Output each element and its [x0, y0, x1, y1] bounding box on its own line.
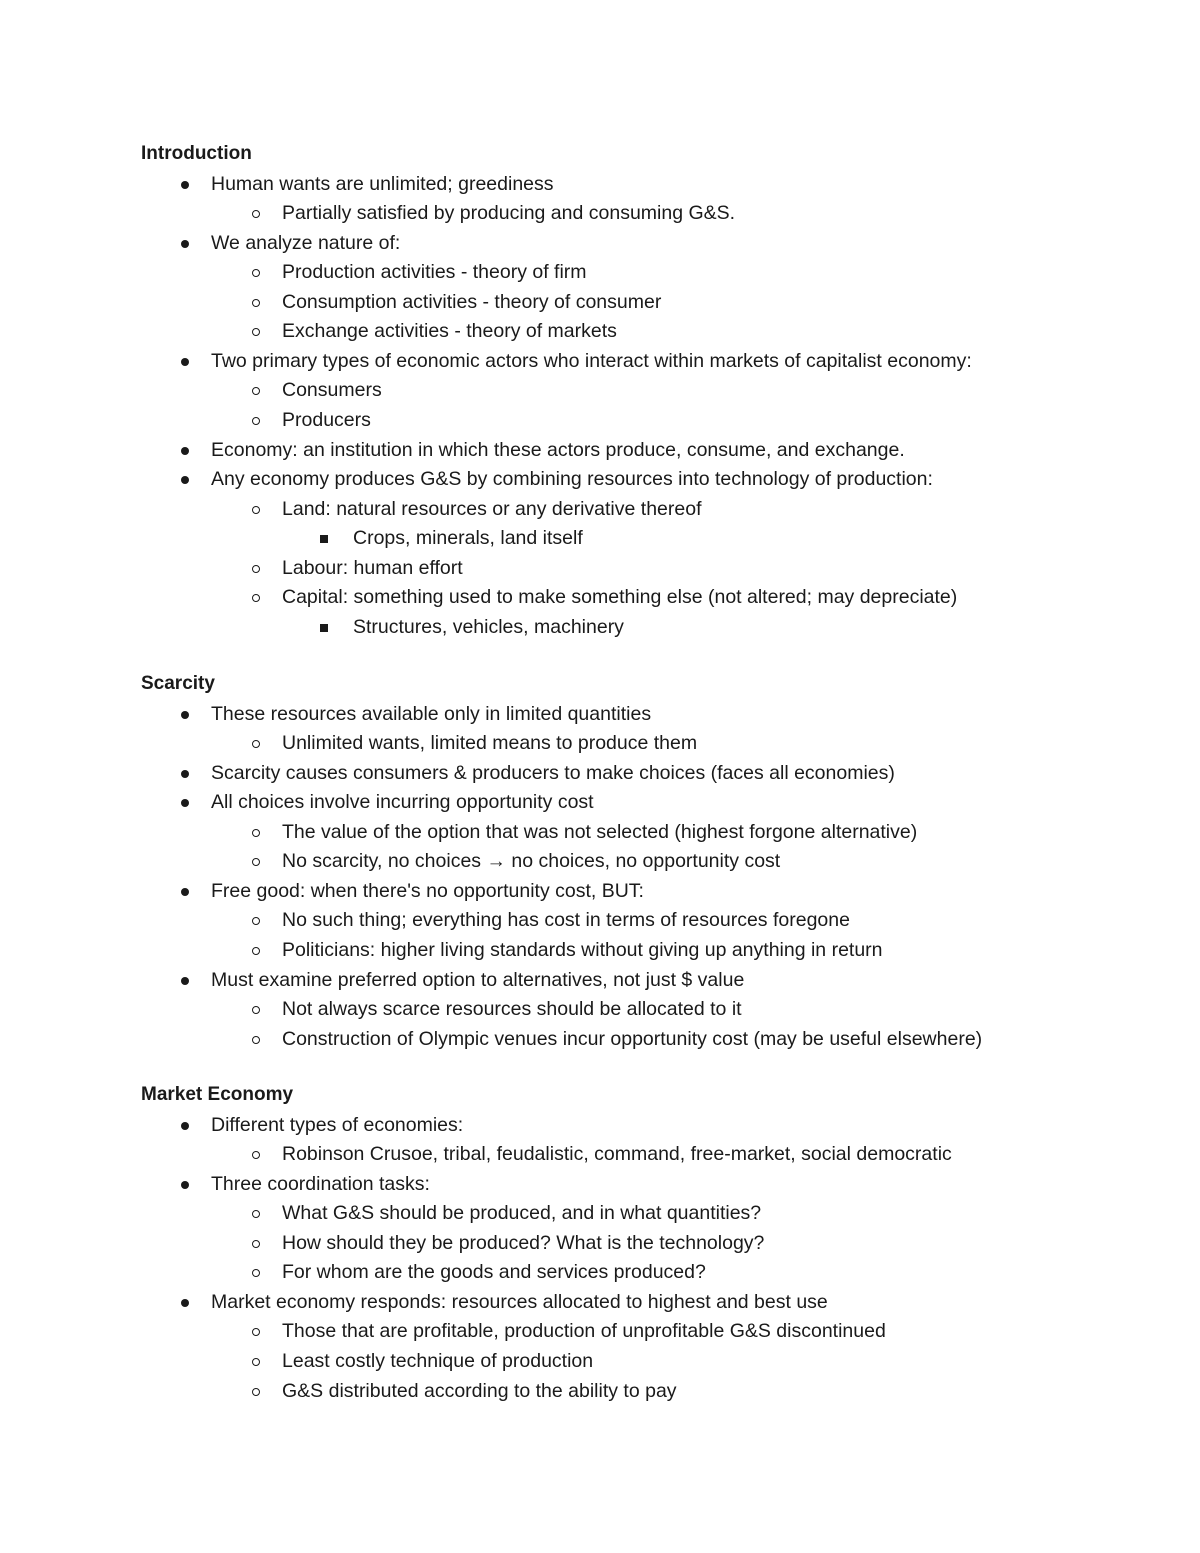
bullet-dot-icon [179, 967, 193, 993]
bullet-circle-icon [251, 1200, 265, 1226]
bullet-circle-icon [251, 1318, 265, 1344]
section-heading: Market Economy [141, 1084, 294, 1105]
list-item-text: Production activities - theory of firm [282, 261, 587, 284]
list-item [282, 1200, 761, 1226]
list-item [282, 730, 697, 756]
list-item-text: Market economy responds: resources allocated to highest and best use [211, 1290, 828, 1313]
list-item-text: No scarcity, no choices → no choices, no opportunity cost [282, 850, 781, 873]
list-item-text: Exchange activities - theory of markets [282, 320, 617, 343]
list-item-text: Producers [282, 408, 371, 431]
list-item [282, 1230, 764, 1256]
list-item [282, 584, 957, 610]
list-item-text: Any economy produces G&S by combining resources into technology of production: [211, 468, 933, 491]
bullet-circle-icon [251, 377, 265, 403]
list-item-text: Robinson Crusoe, tribal, feudalistic, command, free-market, social democratic [282, 1143, 952, 1166]
list-item [211, 1289, 828, 1315]
bullet-square-icon [319, 525, 333, 551]
list-item-text: No such thing; everything has cost in terms of resources foregone [282, 909, 850, 932]
bullet-dot-icon [179, 171, 193, 197]
bullet-circle-icon [251, 848, 265, 874]
list-item [211, 1171, 430, 1197]
list-item [353, 525, 583, 551]
bullet-dot-icon [179, 760, 193, 786]
bullet-circle-icon [251, 200, 265, 226]
bullet-circle-icon [251, 584, 265, 610]
list-item [211, 789, 594, 815]
list-item [211, 701, 651, 727]
list-item [282, 259, 587, 285]
bullet-dot-icon [179, 878, 193, 904]
bullet-dot-icon [179, 466, 193, 492]
list-item-text: We analyze nature of: [211, 231, 401, 254]
bullet-dot-icon [179, 1171, 193, 1197]
list-item-text: Capital: something used to make something else (not altered; may depreciate) [282, 586, 958, 609]
list-item [282, 1141, 952, 1167]
bullet-circle-icon [251, 937, 265, 963]
bullet-circle-icon [251, 819, 265, 845]
list-item [282, 937, 883, 963]
bullet-dot-icon [179, 789, 193, 815]
list-item-text: Consumption activities - theory of consumer [282, 290, 662, 313]
bullet-dot-icon [179, 1112, 193, 1138]
list-item-text: Free good: when there's no opportunity cost, BUT: [211, 879, 644, 902]
list-item [282, 318, 617, 344]
list-item [282, 907, 850, 933]
section-heading: Scarcity [141, 673, 215, 694]
list-item-text: G&S distributed according to the ability to pay [282, 1379, 677, 1402]
bullet-dot-icon [179, 1289, 193, 1315]
list-item [211, 967, 744, 993]
list-item-text: Different types of economies: [211, 1113, 464, 1136]
list-item [211, 437, 905, 463]
list-item-text: What G&S should be produced, and in what quantities? [282, 1202, 762, 1225]
list-item-text: How should they be produced? What is the technology? [282, 1231, 765, 1254]
list-item [211, 171, 554, 197]
list-item-text: Human wants are unlimited; greediness [211, 172, 554, 195]
list-item [211, 348, 972, 374]
bullet-circle-icon [251, 1259, 265, 1285]
list-item-text: Not always scarce resources should be allocated to it [282, 998, 742, 1021]
list-item-text: Those that are profitable, production of unprofitable G&S discontinued [282, 1320, 886, 1343]
list-item-text: Consumers [282, 379, 382, 402]
list-item-text: Scarcity causes consumers & producers to make choices (faces all economies) [211, 761, 895, 784]
bullet-circle-icon [251, 259, 265, 285]
list-item [211, 878, 644, 904]
bullet-circle-icon [251, 730, 265, 756]
list-item [211, 1112, 463, 1138]
list-item-text: Economy: an institution in which these actors produce, consume, and exchange. [211, 438, 905, 461]
list-item [282, 407, 371, 433]
list-item [282, 377, 382, 403]
list-item-text: Partially satisfied by producing and consuming G&S. [282, 202, 736, 225]
list-item [282, 200, 735, 226]
bullet-dot-icon [179, 437, 193, 463]
bullet-circle-icon [251, 1378, 265, 1404]
list-item [353, 614, 624, 640]
list-item-text: The value of the option that was not selected (highest forgone alternative) [282, 820, 918, 843]
bullet-dot-icon [179, 230, 193, 256]
list-item [211, 466, 933, 492]
list-item-text: Crops, minerals, land itself [353, 527, 583, 550]
list-item [282, 555, 463, 581]
list-item-text: Must examine preferred option to alternatives, not just $ value [211, 968, 745, 991]
bullet-square-icon [319, 614, 333, 640]
list-item [282, 996, 742, 1022]
bullet-dot-icon [179, 348, 193, 374]
bullet-circle-icon [251, 289, 265, 315]
bullet-circle-icon [251, 318, 265, 344]
list-item [282, 1378, 677, 1404]
bullet-circle-icon [251, 1230, 265, 1256]
list-item [282, 1026, 982, 1052]
bullet-circle-icon [251, 1141, 265, 1167]
list-item [282, 1348, 593, 1374]
list-item-text: All choices involve incurring opportunity cost [211, 791, 594, 814]
list-item-text: Construction of Olympic venues incur opportunity cost (may be useful elsewhere) [282, 1027, 983, 1050]
list-item [211, 230, 400, 256]
list-item [282, 819, 917, 845]
list-item [211, 760, 895, 786]
list-item-text: These resources available only in limited quantities [211, 702, 652, 725]
list-item-text: For whom are the goods and services produced? [282, 1261, 706, 1284]
bullet-circle-icon [251, 996, 265, 1022]
list-item-text: Three coordination tasks: [211, 1172, 430, 1195]
list-item-text: Labour: human effort [282, 556, 463, 579]
list-item [282, 848, 780, 874]
bullet-circle-icon [251, 907, 265, 933]
bullet-circle-icon [251, 555, 265, 581]
list-item [282, 1318, 886, 1344]
bullet-dot-icon [179, 701, 193, 727]
list-item-text: Politicians: higher living standards without giving up anything in return [282, 938, 883, 961]
bullet-circle-icon [251, 1348, 265, 1374]
list-item-text: Land: natural resources or any derivative thereof [282, 497, 702, 520]
list-item [282, 496, 702, 522]
bullet-circle-icon [251, 1026, 265, 1052]
list-item [282, 1259, 706, 1285]
list-item-text: Structures, vehicles, machinery [353, 615, 624, 638]
list-item-text: Least costly technique of production [282, 1349, 594, 1372]
list-item-text: Two primary types of economic actors who interact within markets of capitalist economy: [211, 349, 972, 372]
bullet-circle-icon [251, 496, 265, 522]
bullet-circle-icon [251, 407, 265, 433]
list-item-text: Unlimited wants, limited means to produce them [282, 732, 698, 755]
section-heading: Introduction [141, 143, 252, 164]
list-item [282, 289, 661, 315]
